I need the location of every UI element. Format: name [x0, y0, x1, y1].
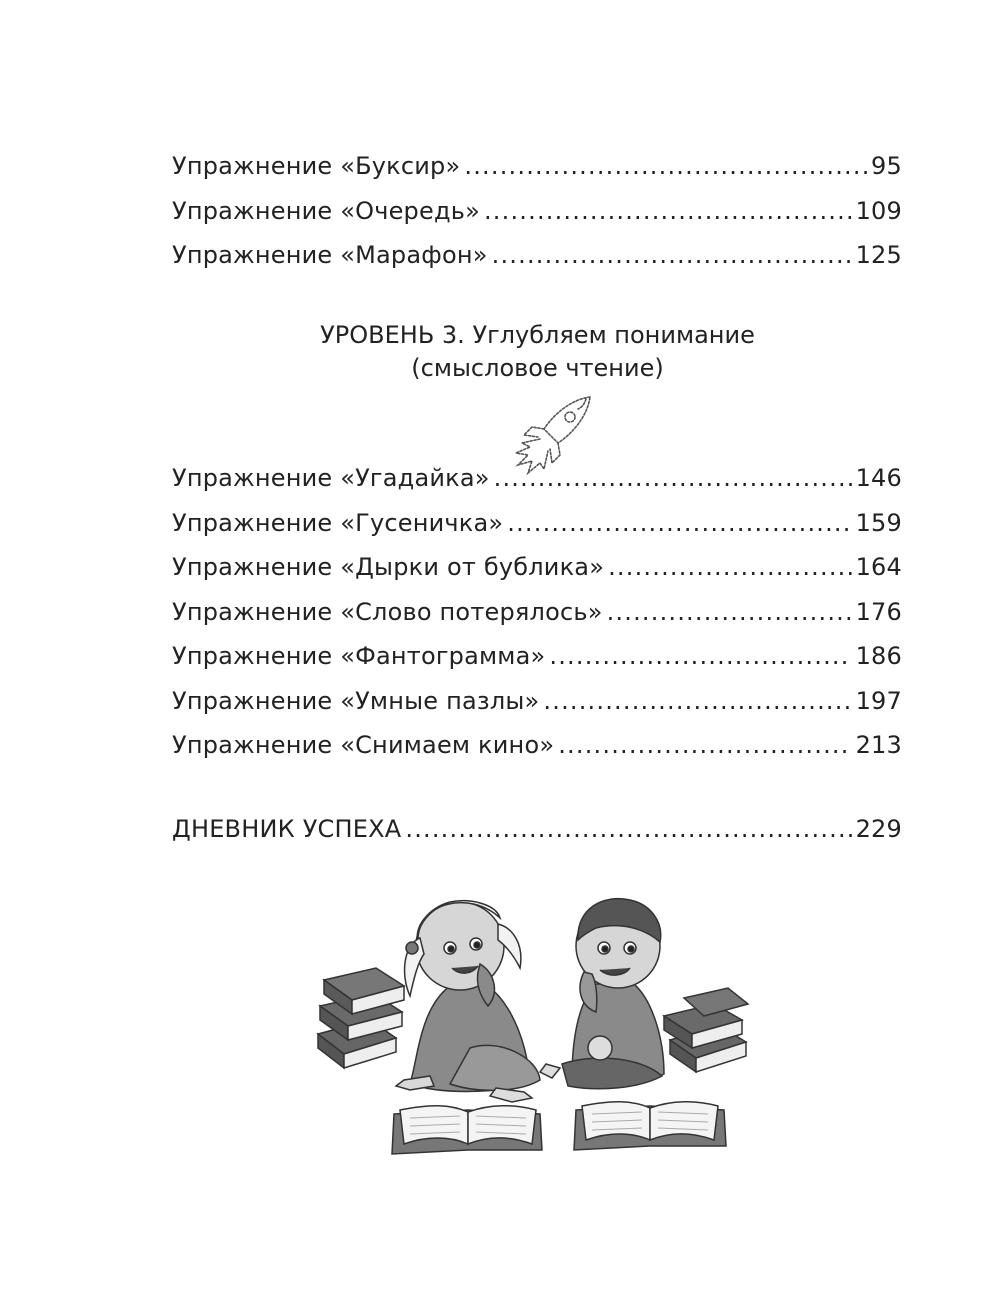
toc-entry[interactable] — [172, 553, 902, 598]
toc-entry-title: Упражнение «Слово потерялось» — [172, 597, 603, 626]
toc-entry-title: Упражнение «Буксир» — [172, 152, 461, 180]
section-heading-line2: (смысловое чтение) — [411, 354, 664, 382]
open-book-left-icon — [392, 1106, 542, 1154]
toc-entry-title: Упражнение «Очередь» — [172, 196, 480, 225]
toc-entry[interactable] — [172, 642, 902, 687]
toc-leader-dots — [507, 509, 851, 537]
toc-entry-title: Упражнение «Умные пазлы» — [172, 686, 540, 715]
toc-entry-page: 159 — [855, 508, 902, 537]
toc-entry[interactable] — [172, 509, 902, 554]
toc-entry[interactable] — [172, 598, 902, 643]
toc-entry-page: 186 — [855, 642, 902, 670]
toc-entry-title: Упражнение «Гусеничка» — [172, 508, 504, 537]
toc-entry-page: 229 — [855, 815, 902, 843]
section-heading — [0, 319, 987, 385]
toc-entry-title: Упражнение «Фантограмма» — [172, 642, 546, 670]
book-stack-left-icon — [318, 968, 404, 1068]
toc-entry-page: 95 — [871, 152, 902, 180]
toc-entry-title: Упражнение «Снимаем кино» — [172, 731, 555, 759]
toc-leader-dots — [549, 642, 851, 670]
toc-leader-dots — [492, 241, 852, 269]
toc-group-2 — [172, 464, 902, 776]
toc-entry[interactable] — [172, 197, 902, 242]
toc-entry-page: 213 — [855, 731, 902, 759]
girl-figure — [396, 901, 540, 1102]
toc-leader-dots — [543, 687, 851, 715]
toc-leader-dots — [558, 731, 851, 759]
toc-entry-page: 125 — [855, 241, 902, 269]
toc-leader-dots — [494, 464, 852, 492]
toc-entry-page: 164 — [855, 553, 902, 581]
toc-entry[interactable] — [172, 464, 902, 509]
open-book-right-icon — [574, 1102, 726, 1150]
toc-entry[interactable] — [172, 241, 902, 286]
book-stack-right-icon — [664, 988, 748, 1072]
toc-leader-dots — [484, 197, 852, 225]
toc-leader-dots — [607, 598, 852, 626]
toc-entry-title: Упражнение «Угадайка» — [172, 464, 490, 492]
toc-entry[interactable] — [172, 731, 902, 776]
toc-entry-title: ДНЕВНИК УСПЕХА — [172, 815, 402, 843]
toc-entry-title: Упражнение «Марафон» — [172, 241, 488, 269]
toc-leader-dots — [608, 553, 851, 581]
toc-entry-diary[interactable] — [172, 815, 902, 860]
toc-entry-page: 146 — [855, 464, 902, 492]
toc-leader-dots — [464, 152, 867, 180]
toc-entry[interactable] — [172, 687, 902, 732]
toc-entry-title: Упражнение «Дырки от бублика» — [172, 553, 605, 581]
toc-entry-page: 176 — [855, 597, 902, 626]
section-heading-line1: УРОВЕНЬ 3. Углубляем понимание — [320, 321, 755, 349]
boy-figure — [540, 899, 664, 1089]
toc-entry-page: 197 — [855, 686, 902, 715]
toc-group-3 — [172, 815, 902, 860]
toc-entry[interactable] — [172, 152, 902, 197]
toc-entry-page: 109 — [855, 196, 902, 225]
children-reading-illustration — [300, 888, 760, 1158]
toc-group-1 — [172, 152, 902, 286]
toc-leader-dots — [405, 815, 851, 843]
